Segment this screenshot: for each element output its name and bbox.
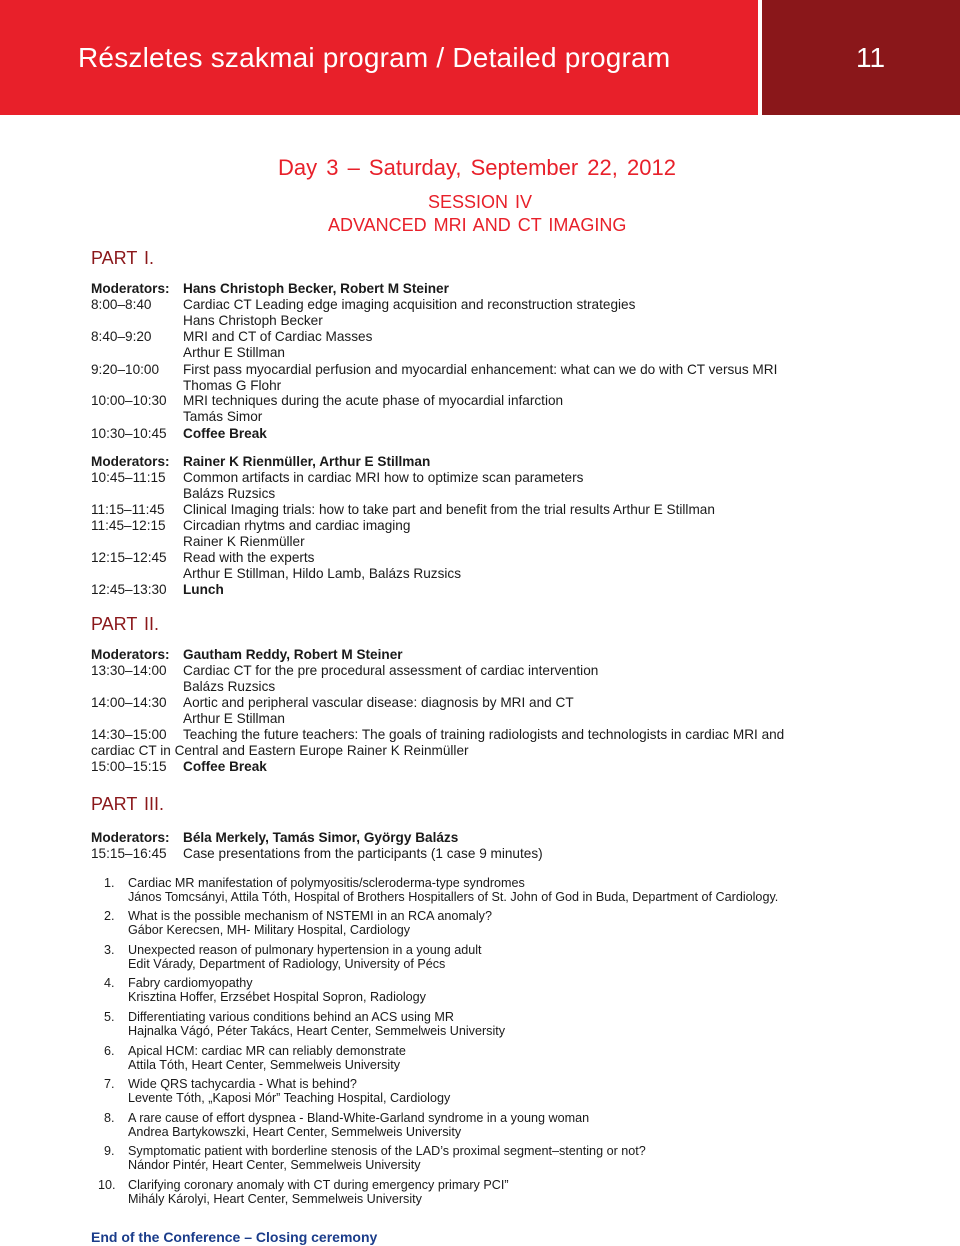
case-item: 5. Differentiating various conditions behind an ACS using MR xyxy=(104,1010,454,1024)
schedule-entry: 14:30–15:00 Teaching the future teachers: The goals of training radiologists and technologists in cardiac MRI and xyxy=(91,727,785,742)
case-author: Hajnalka Vágó, Péter Takács, Heart Center, Semmelweis University xyxy=(128,1024,506,1038)
case-item: 6. Apical HCM: cardiac MR can reliably demonstrate xyxy=(104,1044,406,1058)
speaker: Thomas G Flohr xyxy=(183,378,282,393)
case-item: 2. What is the possible mechanism of NSTEMI in an RCA anomaly? xyxy=(104,909,492,923)
schedule-entry: 8:00–8:40 Cardiac CT Leading edge imaging acquisition and reconstruction strategies xyxy=(91,297,636,312)
moderators-line: Moderators: Béla Merkely, Tamás Simor, György Balázs xyxy=(91,830,459,845)
speaker: Arthur E Stillman xyxy=(183,711,285,726)
case-item: 4. Fabry cardiomyopathy xyxy=(104,976,253,990)
session-title: ADVANCED MRI AND CT IMAGING xyxy=(328,215,627,235)
speaker: Arthur E Stillman, Hildo Lamb, Balázs Ruzsics xyxy=(183,566,462,581)
schedule-entry-break: 15:00–15:15 Coffee Break xyxy=(91,759,267,774)
page-number: 11 xyxy=(856,42,886,73)
schedule-entry: 8:40–9:20 MRI and CT of Cardiac Masses xyxy=(91,329,373,344)
moderators-line: Moderators: Hans Christoph Becker, Robert M Steiner xyxy=(91,281,449,296)
part-1-heading: PART I. xyxy=(91,248,155,268)
case-item: 8. A rare cause of effort dyspnea - Bland-White-Garland syndrome in a young woman xyxy=(104,1111,590,1125)
speaker: Hans Christoph Becker xyxy=(183,313,323,328)
case-author: Gábor Kerecsen, MH- Military Hospital, Cardiology xyxy=(128,923,411,937)
case-item: 7. Wide QRS tachycardia - What is behind? xyxy=(104,1077,357,1091)
schedule-entry: 9:20–10:00 First pass myocardial perfusion and myocardial enhancement: what can we do with CT versus MRI xyxy=(91,362,778,377)
speaker: Balázs Ruzsics xyxy=(183,679,276,694)
closing-ceremony: End of the Conference – Closing ceremony xyxy=(91,1229,378,1245)
case-author: Andrea Bartykowszki, Heart Center, Semmelweis University xyxy=(128,1125,462,1139)
schedule-entry-break: 10:30–10:45 Coffee Break xyxy=(91,426,267,441)
case-author: Levente Tóth, „Kaposi Mór” Teaching Hospital, Cardiology xyxy=(128,1091,451,1105)
case-author: János Tomcsányi, Attila Tóth, Hospital of Brothers Hospitallers of St. John of God in Buda, Department of Cardiology. xyxy=(128,890,779,904)
speaker: Rainer K Rienmüller xyxy=(183,534,305,549)
case-item: 3. Unexpected reason of pulmonary hypertension in a young adult xyxy=(104,943,482,957)
moderators-line: Moderators: Rainer K Rienmüller, Arthur E Stillman xyxy=(91,454,431,469)
schedule-entry: 15:15–16:45 Case presentations from the participants (1 case 9 minutes) xyxy=(91,846,543,861)
speaker: Tamás Simor xyxy=(183,409,263,424)
schedule-entry: 11:15–11:45 Clinical Imaging trials: how to take part and benefit from the trial results Arthur E Stillman xyxy=(91,502,715,517)
case-item: 9. Symptomatic patient with borderline stenosis of the LAD’s proximal segment–stenting or not? xyxy=(104,1144,646,1158)
schedule-entry: 13:30–14:00 Cardiac CT for the pre procedural assessment of cardiac intervention xyxy=(91,663,599,678)
speaker: Balázs Ruzsics xyxy=(183,486,276,501)
case-author: Mihály Károlyi, Heart Center, Semmelweis University xyxy=(128,1192,422,1206)
case-author: Nándor Pintér, Heart Center, Semmelweis University xyxy=(128,1158,421,1172)
schedule-entry-break: 12:45–13:30 Lunch xyxy=(91,582,224,597)
case-item: 10. Clarifying coronary anomaly with CT during emergency primary PCI” xyxy=(98,1178,509,1192)
page-title: Részletes szakmai program / Detailed program xyxy=(78,42,671,73)
case-author: Edit Várady, Department of Radiology, University of Pécs xyxy=(128,957,446,971)
case-author: Krisztina Hoffer, Erzsébet Hospital Sopron, Radiology xyxy=(128,990,426,1004)
schedule-entry: 14:00–14:30 Aortic and peripheral vascular disease: diagnosis by MRI and CT xyxy=(91,695,574,710)
schedule-entry: 11:45–12:15 Circadian rhytms and cardiac imaging xyxy=(91,518,411,533)
part-3-heading: PART III. xyxy=(91,794,165,814)
schedule-entry: 12:15–12:45 Read with the experts xyxy=(91,550,315,565)
day-title: Day 3 – Saturday, September 22, 2012 xyxy=(278,155,676,180)
part-2-heading: PART II. xyxy=(91,614,160,634)
schedule-entry-continuation: cardiac CT in Central and Eastern Europe Rainer K Reinmüller xyxy=(91,743,469,758)
case-item: 1. Cardiac MR manifestation of polymyositis/scleroderma-type syndromes xyxy=(104,876,525,890)
schedule-entry: 10:00–10:30 MRI techniques during the acute phase of myocardial infarction xyxy=(91,393,564,408)
speaker: Arthur E Stillman xyxy=(183,345,285,360)
schedule-entry: 10:45–11:15 Common artifacts in cardiac MRI how to optimize scan parameters xyxy=(91,470,584,485)
case-author: Attila Tóth, Heart Center, Semmelweis University xyxy=(128,1058,401,1072)
session-number: SESSION IV xyxy=(428,192,533,212)
moderators-line: Moderators: Gautham Reddy, Robert M Steiner xyxy=(91,647,403,662)
